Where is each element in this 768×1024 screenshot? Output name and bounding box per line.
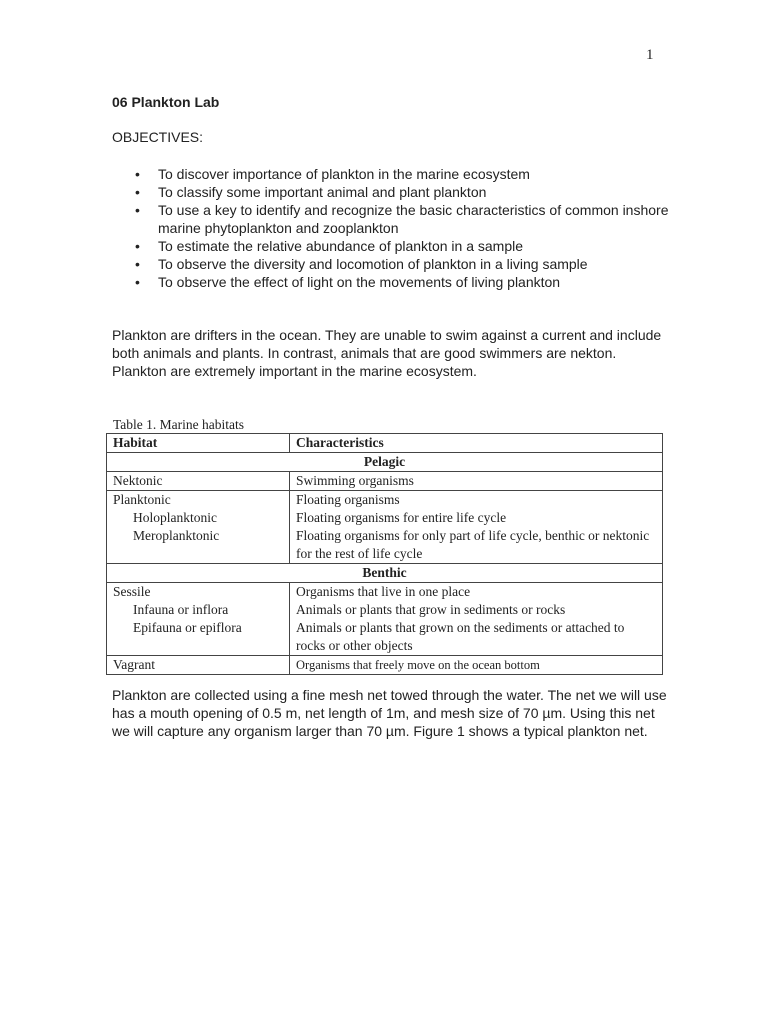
- objective-item: [112, 255, 672, 273]
- objective-text: To observe the effect of light on the movements of living plankton: [158, 274, 561, 290]
- bullet-icon: •: [135, 256, 140, 272]
- objective-text: To observe the diversity and locomotion of plankton in a living sample: [158, 256, 588, 272]
- habitats-table: [106, 433, 663, 675]
- habitat-planktonic: Planktonic: [113, 492, 171, 507]
- objective-item: [112, 183, 672, 201]
- objective-text: To use a key to identify and recognize the basic characteristics of common inshore marine phytoplankton and zooplankton: [158, 202, 669, 236]
- habitat-cell: [107, 583, 290, 656]
- section-pelagic: Pelagic: [107, 453, 663, 472]
- table-row: [107, 583, 663, 656]
- header-habitat: Habitat: [107, 434, 290, 453]
- habitat-cell: Nektonic: [107, 472, 290, 491]
- bullet-icon: •: [135, 184, 140, 200]
- table-row: [107, 472, 663, 491]
- characteristics-cell: Organisms that freely move on the ocean bottom: [290, 656, 663, 675]
- objective-text: To discover importance of plankton in the marine ecosystem: [158, 166, 530, 182]
- objective-text: To classify some important animal and plant plankton: [158, 184, 487, 200]
- table-caption: Table 1. Marine habitats: [113, 417, 245, 432]
- document-title: 06 Plankton Lab: [112, 94, 220, 110]
- characteristics-cell: Swimming organisms: [290, 472, 663, 491]
- habitat-meroplanktonic: Meroplanktonic: [133, 528, 220, 543]
- habitat-infauna: Infauna or inflora: [133, 602, 229, 617]
- bullet-icon: •: [135, 238, 140, 254]
- table-row: [107, 656, 663, 675]
- objective-item: [112, 273, 672, 291]
- page-number: 1: [646, 47, 654, 63]
- char-meroplanktonic: Floating organisms for only part of life cycle, benthic or nektonic for the rest of life cycle: [296, 528, 650, 561]
- header-characteristics: Characteristics: [290, 434, 663, 453]
- bullet-icon: •: [135, 166, 140, 182]
- collection-paragraph: Plankton are collected using a fine mesh net towed through the water. The net we will use has a mouth opening of 0.5 m, net length of 1m, and mesh size of 70 µm. Using this net we will capture any organism larger than 70 µm. Figure 1 shows a typical plankton net.: [112, 687, 667, 739]
- char-infauna: Animals or plants that grow in sediments or rocks: [296, 602, 566, 617]
- habitat-cell: [107, 491, 290, 564]
- bullet-icon: •: [135, 274, 140, 290]
- characteristics-cell: [290, 491, 663, 564]
- table-row: [107, 491, 663, 564]
- objective-item: [112, 165, 672, 183]
- habitat-holoplanktonic: Holoplanktonic: [133, 510, 217, 525]
- char-planktonic: Floating organisms: [296, 492, 400, 507]
- objectives-list: [112, 165, 672, 291]
- char-holoplanktonic: Floating organisms for entire life cycle: [296, 510, 507, 525]
- section-row-benthic: [107, 564, 663, 583]
- section-row-pelagic: [107, 453, 663, 472]
- habitat-sessile: Sessile: [113, 584, 151, 599]
- objective-text: To estimate the relative abundance of plankton in a sample: [158, 238, 524, 254]
- section-benthic: Benthic: [107, 564, 663, 583]
- intro-paragraph: Plankton are drifters in the ocean. They are unable to swim against a current and include both animals and plants. In contrast, animals that are good swimmers are nekton. Plankton are extremely important in the marine ecosystem.: [112, 327, 662, 379]
- table-header-row: [107, 434, 663, 453]
- habitat-epifauna: Epifauna or epiflora: [133, 620, 242, 635]
- char-epifauna: Animals or plants that grown on the sediments or attached to rocks or other objects: [296, 620, 625, 653]
- objective-item: [112, 201, 672, 237]
- habitat-cell: Vagrant: [107, 656, 290, 675]
- bullet-icon: •: [135, 202, 140, 218]
- objectives-heading: OBJECTIVES:: [112, 129, 204, 145]
- characteristics-cell: [290, 583, 663, 656]
- objective-item: [112, 237, 672, 255]
- char-sessile: Organisms that live in one place: [296, 584, 471, 599]
